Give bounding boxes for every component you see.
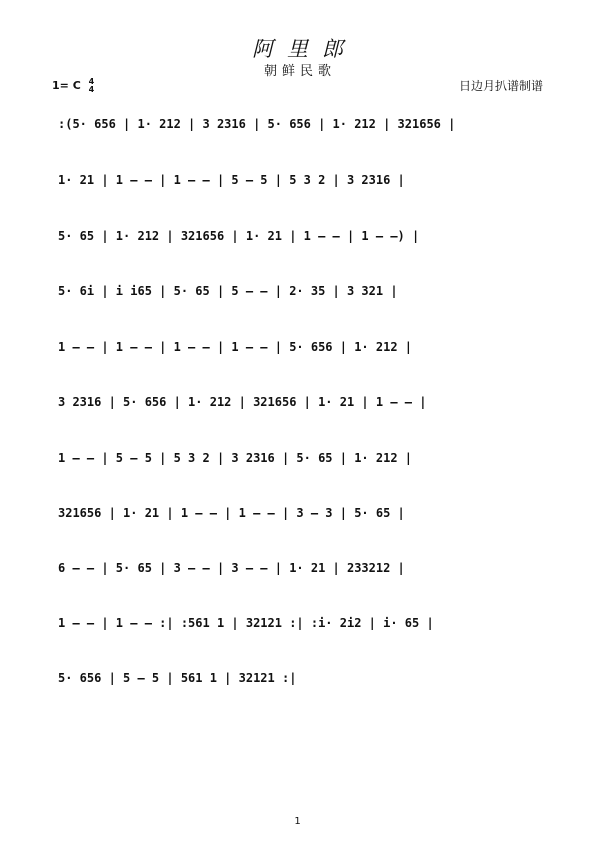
- time-top: 4: [88, 77, 95, 86]
- score-line: 1 — — | 1 — — :| :561 1 | 32121 :| :i· 2i2 | i· 65 |: [58, 616, 434, 630]
- score-line: 5· 6i | i i65 | 5· 65 | 5 — — | 2· 35 | 3 321 |: [58, 284, 398, 298]
- key-signature: [52, 78, 94, 94]
- score-line: 1· 21 | 1 — — | 1 — — | 5 — 5 | 5 3 2 | 3 2316 |: [58, 173, 405, 187]
- score-line: 5· 656 | 5 — 5 | 561 1 | 32121 :|: [58, 671, 297, 685]
- arranger-credit: 日边月扒谱制谱: [458, 79, 543, 93]
- score-line: 1 — — | 1 — — | 1 — — | 1 — — | 5· 656 | 1· 212 |: [58, 340, 413, 354]
- score-line: 1 — — | 5 — 5 | 5 3 2 | 3 2316 | 5· 65 | 1· 212 |: [58, 451, 413, 465]
- score-line: 5· 65 | 1· 212 | 321656 | 1· 21 | 1 — — | 1 — —) |: [58, 229, 420, 243]
- score-line: 321656 | 1· 21 | 1 — — | 1 — — | 3 — 3 | 5· 65 |: [58, 506, 405, 520]
- page-number: 1: [294, 816, 301, 827]
- score-line: 6 — — | 5· 65 | 3 — — | 3 — — | 1· 21 | 233212 |: [58, 561, 405, 575]
- song-title: 阿里郎: [252, 37, 357, 61]
- key-label: 1= C: [52, 79, 81, 92]
- time-bottom: 4: [88, 85, 95, 94]
- score-line: 3 2316 | 5· 656 | 1· 212 | 321656 | 1· 21 | 1 — — |: [58, 395, 427, 409]
- score-line: :(5· 656 | 1· 212 | 3 2316 | 5· 656 | 1· 212 | 321656 |: [58, 117, 456, 131]
- song-subtitle: 朝鲜民歌: [263, 64, 336, 79]
- time-signature: [89, 78, 95, 94]
